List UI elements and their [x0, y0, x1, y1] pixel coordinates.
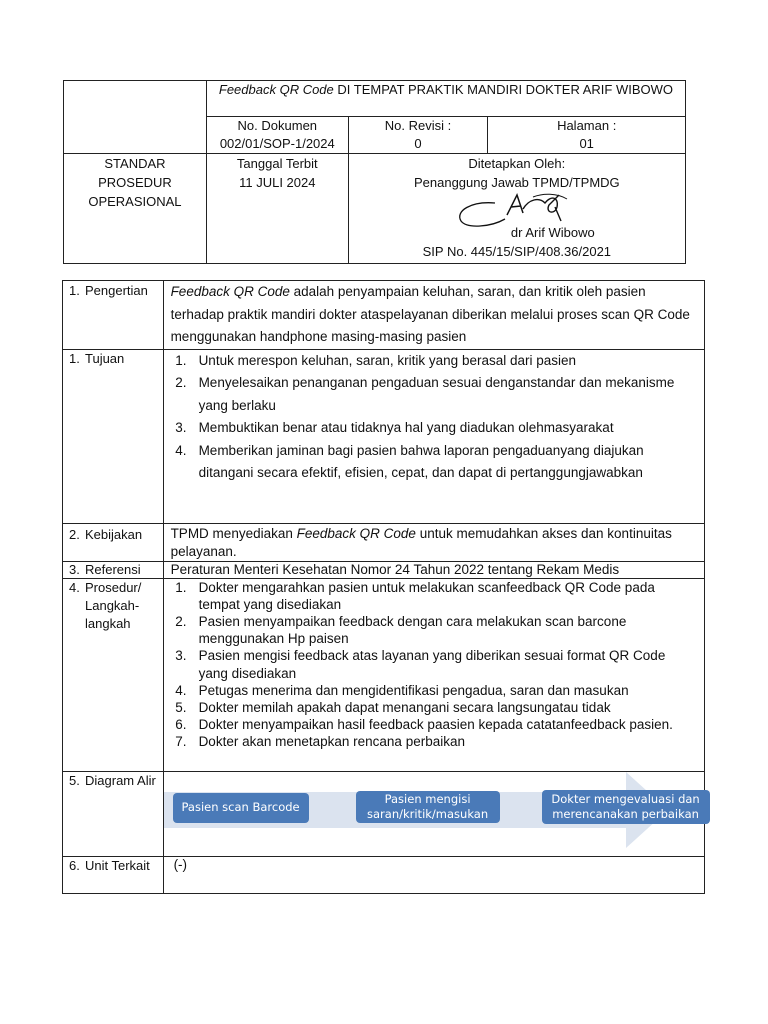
- list-item: 4. Petugas menerima dan mengidentifikasi pengadua, saran dan masukan: [175, 682, 629, 698]
- list-item: 5. Dokter memilah apakah dapat menangani secara langsungatau tidak: [175, 699, 611, 715]
- list-item: 3. Membuktikan benar atau tidaknya hal yang diadukan olehmasyarakat: [175, 420, 614, 435]
- referensi-text: Peraturan Menteri Kesehatan Nomor 24 Tahun 2022 tentang Rekam Medis: [163, 561, 704, 578]
- no-dokumen-label: No. Dokumen: [237, 118, 318, 133]
- sip-number: SIP No. 445/15/SIP/408.36/2021: [422, 244, 612, 259]
- flow-step-evaluasi: Dokter mengevaluasi dan merencanakan perbaikan: [542, 790, 710, 824]
- label-pengertian: 1. Pengertian: [63, 281, 164, 350]
- tanggal-cell: [206, 154, 348, 264]
- ditetapkan-label: Ditetapkan Oleh:: [468, 156, 566, 171]
- prosedur-items: [165, 579, 698, 751]
- row-unit: [63, 856, 705, 893]
- no-dokumen-cell: [206, 117, 348, 154]
- tanggal-label: Tanggal Terbit: [236, 156, 318, 171]
- list-item: 4. Memberikan jaminan bagi pasien bahwa laporan pengaduanyang diajukan ditangani secara efektif, efisien, cepat, dan dapat di pertanggungjawabkan: [175, 442, 644, 480]
- prosedur-list: [163, 578, 704, 771]
- row-tujuan: [63, 349, 705, 523]
- pengertian-text: Feedback QR Code adalah penyampaian keluhan, saran, dan kritik oleh pasien terhadap praktik mandiri dokter ataspelayanan diberikan melalui proses scan QR Code menggunakan handphone masing-masing pasien: [163, 281, 704, 350]
- list-item: 3. Pasien mengisi feedback atas layanan yang diberikan sesuai format QR Code yang disediakan: [175, 648, 666, 681]
- row-diagram: [63, 771, 705, 856]
- flow-step-isi: Pasien mengisi saran/kritik/masukan: [356, 791, 500, 823]
- ditetapkan-cell: [348, 154, 685, 264]
- no-dokumen-value: 002/01/SOP-1/2024: [219, 136, 335, 151]
- tujuan-list: [163, 349, 704, 523]
- label-referensi: 3. Referensi: [63, 561, 164, 578]
- label-tujuan: 1. Tujuan: [63, 349, 164, 523]
- list-item: 6. Dokter menyampaikan hasil feedback paasien kepada catatanfeedback pasien.: [175, 717, 673, 733]
- list-item: 2. Pasien menyampaikan feedback dengan cara melakukan scan barcone menggunakan Hp paisen: [175, 613, 627, 647]
- label-diagram: 5. Diagram Alir: [63, 771, 164, 856]
- no-revisi-label: No. Revisi :: [384, 118, 452, 133]
- header-table: [63, 80, 686, 264]
- sop-label: STANDAR PROSEDUR OPERASIONAL: [64, 154, 207, 264]
- no-revisi-cell: [348, 117, 488, 154]
- kebijakan-text: TPMD menyediakan Feedback QR Code untuk memudahkan akses dan kontinuitas pelayanan.: [163, 523, 704, 561]
- halaman-cell: [488, 117, 686, 154]
- tanggal-value: 11 JULI 2024: [239, 175, 316, 190]
- header-blank-cell: [64, 81, 207, 154]
- sop-content-table: [62, 280, 705, 894]
- no-revisi-value: 0: [414, 136, 422, 151]
- list-item: 2. Menyelesaikan penanganan pengaduan sesuai denganstandar dan mekanisme yang berlaku: [175, 375, 675, 413]
- document-title: Feedback QR Code DI TEMPAT PRAKTIK MANDIRI DOKTER ARIF WIBOWO: [206, 81, 685, 117]
- list-item: 1. Dokter mengarahkan pasien untuk melakukan scanfeedback QR Code pada tempat yang disediakan: [175, 579, 655, 612]
- row-kebijakan: [63, 523, 705, 561]
- row-pengertian: [63, 281, 705, 350]
- row-referensi: [63, 561, 705, 578]
- signer-name: dr Arif Wibowo: [510, 225, 595, 240]
- unit-value: (-): [163, 856, 704, 893]
- tujuan-items: [165, 350, 698, 485]
- label-prosedur: 4. Prosedur/ Langkah-langkah: [63, 578, 164, 771]
- label-kebijakan: 2. Kebijakan: [63, 523, 164, 561]
- list-item: 7. Dokter akan menetapkan rencana perbaikan: [175, 734, 465, 750]
- halaman-label: Halaman :: [557, 118, 617, 133]
- list-item: 1. Untuk merespon keluhan, saran, kritik yang berasal dari pasien: [175, 352, 577, 368]
- halaman-value: 01: [579, 136, 594, 151]
- flow-step-scan: Pasien scan Barcode: [173, 793, 309, 823]
- penanggung-jawab: Penanggung Jawab TPMD/TPMDG: [413, 175, 620, 190]
- row-prosedur: [63, 578, 705, 771]
- flow-diagram: [163, 771, 704, 856]
- label-unit: 6. Unit Terkait: [63, 856, 164, 893]
